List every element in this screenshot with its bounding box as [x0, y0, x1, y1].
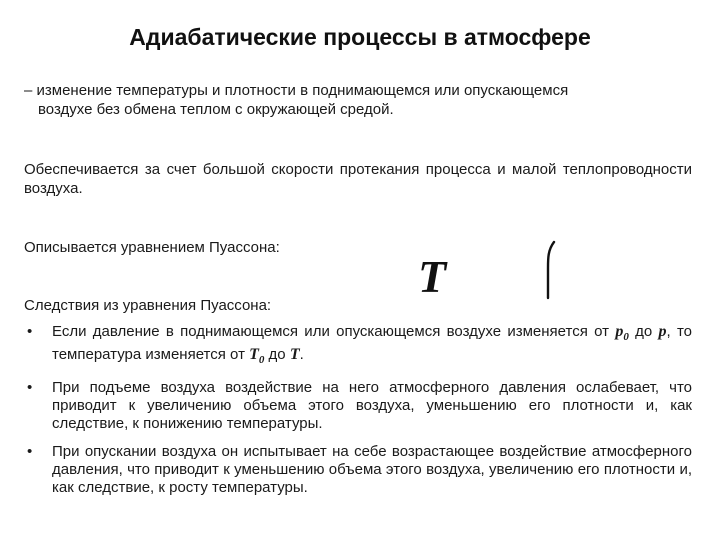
- math-T0: $T_0$: [249, 346, 265, 367]
- formula-bracket-mark: [540, 240, 558, 300]
- provision-text: Обеспечивается за счет большой скорости протекания процесса и малой теплопроводности воздуха.: [24, 161, 692, 197]
- bullet-dot: •: [27, 379, 33, 397]
- definition-line-1: – изменение температуры и плотности в поднимающемся или опускающемся: [24, 82, 569, 99]
- list-item: [24, 379, 692, 433]
- math-T: T: [289, 346, 300, 364]
- math-p: p: [658, 323, 667, 340]
- consequences-heading: Следствия из уравнения Пуассона:: [24, 297, 272, 314]
- list-item: [24, 323, 692, 369]
- bullet-text: При опускании воздуха он испытывает на себе возрастающее воздействие атмосферного давления, что приводит к уменьшению объема этого воздуха, увеличению его плотности и, как следствие, к росту температуры.: [52, 443, 692, 497]
- poisson-equation-label: Описывается уравнением Пуассона:: [24, 239, 280, 256]
- consequences-list: [24, 323, 692, 507]
- bullet-text: .: [299, 346, 304, 364]
- definition-line-2: воздухе без обмена теплом с окружающей средой.: [38, 101, 394, 118]
- bullet-text: При подъеме воздуха воздействие на него атмосферного давления ослабевает, что приводит к увеличению объема этого воздуха, уменьшению его плотности и, как следствие, к понижению температуры.: [52, 379, 692, 433]
- math-p0: $p_0$: [615, 323, 629, 344]
- bullet-dot: •: [27, 443, 33, 461]
- list-item: [24, 443, 692, 497]
- bullet-text: до: [264, 346, 290, 364]
- bullet-text: до: [628, 323, 659, 340]
- definition-text: [24, 81, 694, 119]
- bullet-text: , то температура изменяется от: [52, 323, 692, 364]
- bullet-text: Если давление в поднимающемся или опускающемся воздухе изменяется от: [52, 323, 616, 340]
- bullet-dot: •: [27, 323, 33, 340]
- slide-title: Адиабатические процессы в атмосфере: [129, 24, 591, 50]
- formula-symbol-T: T: [418, 251, 447, 302]
